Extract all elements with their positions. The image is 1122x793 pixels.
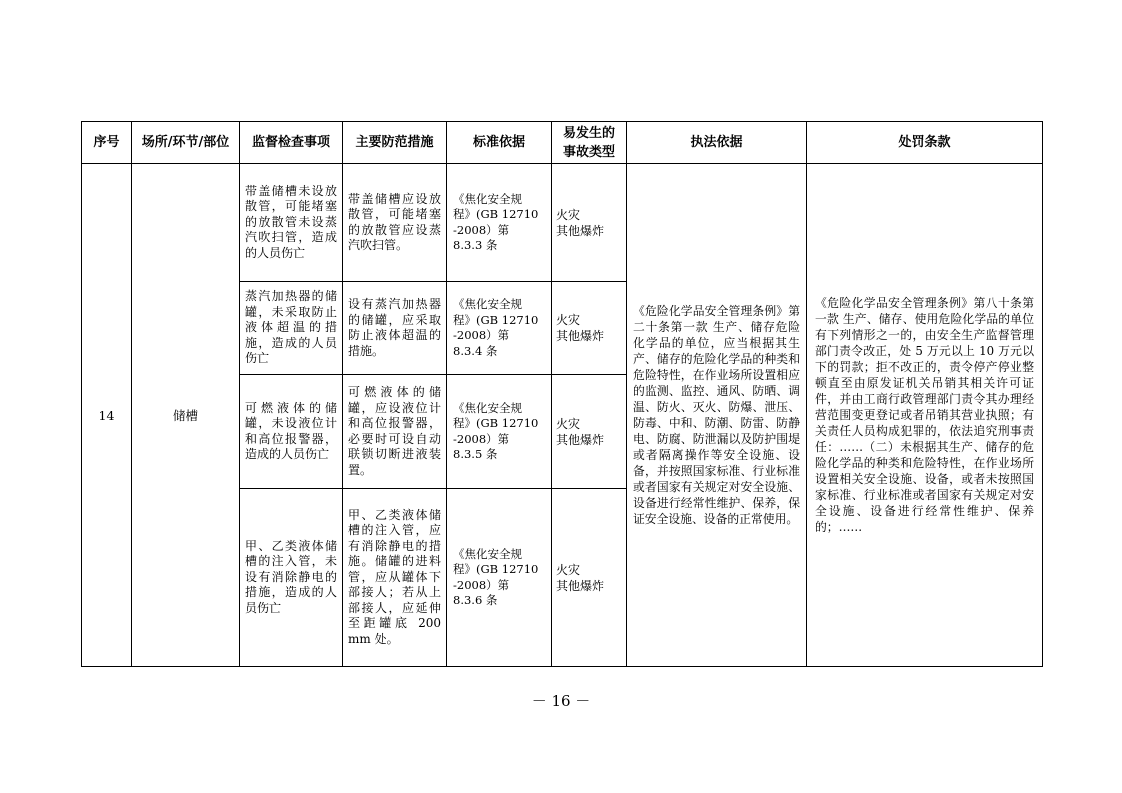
standard-line: 程》(GB 12710 bbox=[453, 416, 539, 430]
header-accident-line2: 事故类型 bbox=[562, 144, 615, 160]
header-accident bbox=[552, 122, 627, 164]
accident-line: 其他爆炸 bbox=[556, 578, 605, 593]
measure-cell: 甲、乙类液体储槽的注入管，应有消除静电的措施。储罐的进料管，应从罐体下部接人；若从上部接人，应延伸至距罐底 200 mm 处。 bbox=[343, 489, 447, 667]
standard-cell bbox=[447, 375, 552, 489]
header-accident-line1: 易发生的 bbox=[562, 125, 615, 141]
accident-line: 其他爆炸 bbox=[556, 223, 605, 238]
inspection-table bbox=[81, 121, 1043, 667]
standard-cell bbox=[447, 282, 552, 375]
accident-line: 火灾 bbox=[556, 416, 581, 431]
law-cell: 《危险化学品安全管理条例》第二十条第一款 生产、储存危险化学品的单位，应当根据其生产、储存的危险化学品的种类和危险特性，在作业场所设置相应的监测、监控、通风、防晒、调温、防火、灭火、防爆、泄压、防毒、中和、防潮、防雷、防静电、防腐、防泄漏以及防护围堤或者隔离操作等安全设施、设备，并按照国家标准、行业标准或者国家有关规定对安全设施、设备进行经常性维护、保养，保证安全设施、设备的正常使用。 bbox=[627, 164, 807, 667]
header-row bbox=[82, 122, 1043, 164]
standard-line: 8.3.4 条 bbox=[453, 343, 498, 358]
item-cell: 带盖储槽未设放散管，可能堵塞的放散管未设蒸汽吹扫管，造成的人员伤亡 bbox=[240, 164, 343, 282]
accident-line: 其他爆炸 bbox=[556, 432, 605, 447]
standard-cell bbox=[447, 489, 552, 667]
header-law: 执法依据 bbox=[627, 122, 807, 164]
accident-line: 火灾 bbox=[556, 562, 581, 577]
standard-line: 8.3.5 条 bbox=[453, 447, 498, 461]
accident-cell bbox=[552, 282, 627, 375]
accident-line: 其他爆炸 bbox=[556, 329, 605, 343]
standard-line: 《焦化安全规 bbox=[453, 546, 522, 561]
standard-line: 程》(GB 12710 bbox=[453, 562, 539, 576]
seq-cell: 14 bbox=[82, 164, 132, 667]
accident-cell bbox=[552, 375, 627, 489]
accident-line: 火灾 bbox=[556, 313, 581, 327]
header-penalty: 处罚条款 bbox=[807, 122, 1043, 164]
accident-cell bbox=[552, 489, 627, 667]
page-number: － 16 － bbox=[531, 692, 591, 710]
header-seq: 序号 bbox=[82, 122, 132, 164]
item-cell: 可燃液体的储罐，未设液位计和高位报警器，造成的人员伤亡 bbox=[240, 375, 343, 489]
header-measure: 主要防范措施 bbox=[343, 122, 447, 164]
measure-cell: 可燃液体的储罐，应设液位计和高位报警器，必要时可设自动联锁切断进液装置。 bbox=[343, 375, 447, 489]
standard-cell bbox=[447, 164, 552, 282]
standard-line: 《焦化安全规 bbox=[453, 191, 522, 206]
penalty-cell: 《危险化学品安全管理条例》第八十条第一款 生产、储存、使用危险化学品的单位有下列情形之一的，由安全生产监督管理部门责令改正，处 5 万元以上 10 万元以下的罚款；拒不改正的，责令停产停业整顿直至由原发证机关吊销其相关许可证件，并由工商行政管理部门责令其办理经营范围变更登记或者吊销其营业执照；有关责任人员构成犯罪的，依法追究刑事责任：……（二）未根据其生产、储存的危险化学品的种类和危险特性，在作业场所设置相关安全设施、设备，或者未按照国家标准、行业标准或者国家有关规定对安全设施、设备进行经常性维护、保养的；…… bbox=[807, 164, 1043, 667]
standard-line: 程》(GB 12710 bbox=[453, 312, 539, 327]
measure-cell: 带盖储槽应设放散管，可能堵塞的放散管应设蒸汽吹扫管。 bbox=[343, 164, 447, 282]
standard-line: -2008）第 bbox=[453, 577, 510, 592]
item-cell: 甲、乙类液体储槽的注入管，未设有消除静电的措施，造成的人员伤亡 bbox=[240, 489, 343, 667]
header-item: 监督检查事项 bbox=[240, 122, 343, 164]
header-standard: 标准依据 bbox=[447, 122, 552, 164]
accident-line: 火灾 bbox=[556, 207, 581, 222]
accident-cell bbox=[552, 164, 627, 282]
header-place: 场所/环节/部位 bbox=[132, 122, 240, 164]
standard-line: 《焦化安全规 bbox=[453, 297, 522, 311]
item-cell: 蒸汽加热器的储罐，未采取防止液体超温的措施，造成的人员伤亡 bbox=[240, 282, 343, 375]
measure-cell: 设有蒸汽加热器的储罐，应采取防止液体超温的措施。 bbox=[343, 282, 447, 375]
standard-line: 8.3.3 条 bbox=[453, 238, 498, 252]
place-cell: 储槽 bbox=[132, 164, 240, 667]
standard-line: 《焦化安全规 bbox=[453, 400, 522, 415]
standard-line: -2008）第 bbox=[453, 328, 510, 342]
standard-line: -2008）第 bbox=[453, 431, 510, 446]
standard-line: 程》(GB 12710 bbox=[453, 207, 539, 221]
table-row bbox=[82, 164, 1043, 282]
standard-line: 8.3.6 条 bbox=[453, 593, 498, 607]
standard-line: -2008）第 bbox=[453, 222, 510, 237]
